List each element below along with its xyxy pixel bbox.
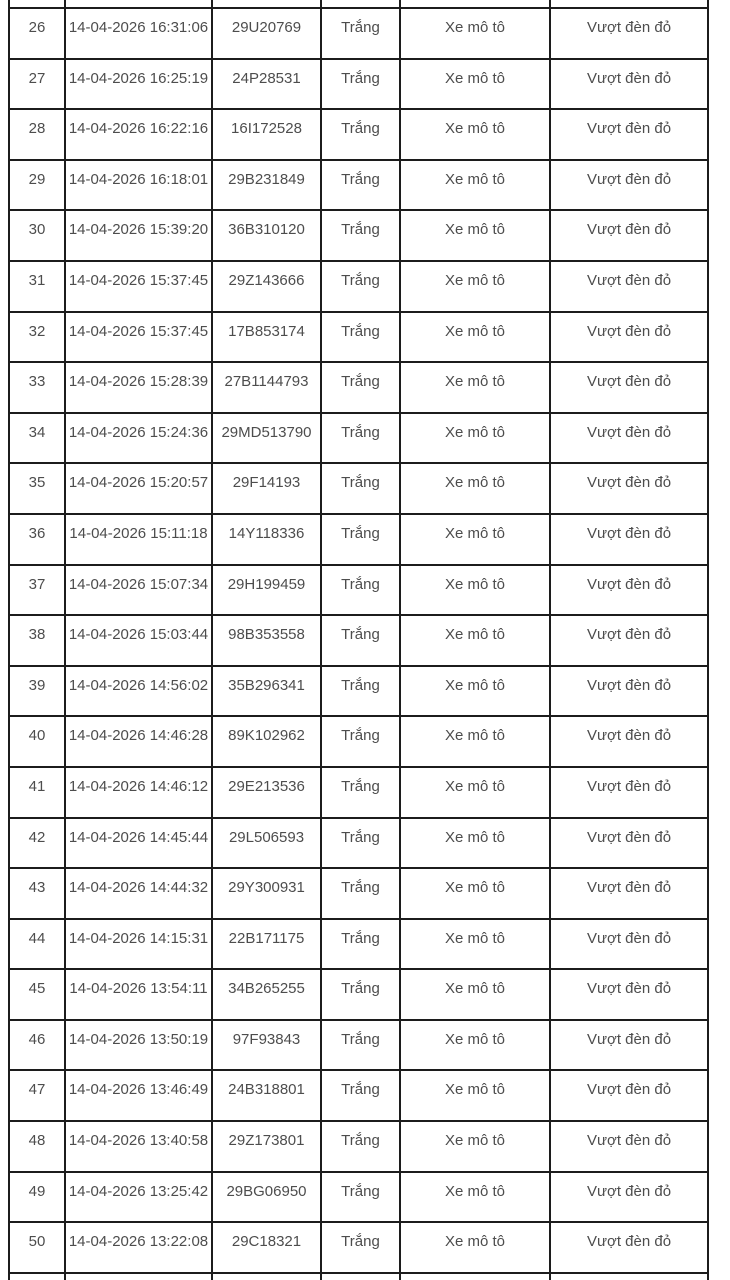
datetime-cell: 14-04-2026 13:22:08 (65, 1222, 212, 1273)
index-cell: 41 (9, 767, 65, 818)
color-cell: Trắng (321, 716, 400, 767)
datetime-cell: 14-04-2026 13:46:49 (65, 1070, 212, 1121)
color-cell: Trắng (321, 59, 400, 110)
plate-cell: 22B171175 (212, 919, 321, 970)
color-cell: Trắng (321, 514, 400, 565)
plate-cell: 29MD513790 (212, 413, 321, 464)
empty-cell (65, 1273, 212, 1280)
color-cell: Trắng (321, 261, 400, 312)
vehicle-type-cell: Xe mô tô (400, 969, 550, 1020)
vehicle-type-cell: Xe mô tô (400, 1222, 550, 1273)
table-row (9, 818, 708, 869)
table-row (9, 919, 708, 970)
table-row (9, 109, 708, 160)
plate-cell: 29U20769 (212, 8, 321, 59)
table-row (9, 615, 708, 666)
violation-cell: Vượt đèn đỏ (550, 1070, 708, 1121)
table-row (9, 261, 708, 312)
plate-cell: 29B231849 (212, 160, 321, 211)
datetime-cell: 14-04-2026 15:07:34 (65, 565, 212, 616)
table-row (9, 716, 708, 767)
vehicle-type-cell: Xe mô tô (400, 514, 550, 565)
table-row (9, 413, 708, 464)
violation-cell: Vượt đèn đỏ (550, 463, 708, 514)
violations-table (8, 0, 709, 1280)
empty-cell (400, 1273, 550, 1280)
table-row-partial-top (9, 0, 708, 8)
vehicle-type-cell: Xe mô tô (400, 1172, 550, 1223)
plate-cell: 29E213536 (212, 767, 321, 818)
empty-cell (65, 0, 212, 8)
color-cell: Trắng (321, 1172, 400, 1223)
table-row (9, 1121, 708, 1172)
violation-cell: Vượt đèn đỏ (550, 666, 708, 717)
datetime-cell: 14-04-2026 14:45:44 (65, 818, 212, 869)
vehicle-type-cell: Xe mô tô (400, 1121, 550, 1172)
datetime-cell: 14-04-2026 15:20:57 (65, 463, 212, 514)
datetime-cell: 14-04-2026 14:46:28 (65, 716, 212, 767)
index-cell: 26 (9, 8, 65, 59)
vehicle-type-cell: Xe mô tô (400, 362, 550, 413)
index-cell: 43 (9, 868, 65, 919)
vehicle-type-cell: Xe mô tô (400, 767, 550, 818)
violation-cell: Vượt đèn đỏ (550, 59, 708, 110)
violation-cell: Vượt đèn đỏ (550, 8, 708, 59)
color-cell: Trắng (321, 210, 400, 261)
table-row (9, 312, 708, 363)
plate-cell: 35B296341 (212, 666, 321, 717)
plate-cell: 29C18321 (212, 1222, 321, 1273)
vehicle-type-cell: Xe mô tô (400, 868, 550, 919)
index-cell: 35 (9, 463, 65, 514)
datetime-cell: 14-04-2026 15:11:18 (65, 514, 212, 565)
color-cell: Trắng (321, 362, 400, 413)
table-row (9, 1020, 708, 1071)
index-cell: 47 (9, 1070, 65, 1121)
index-cell: 38 (9, 615, 65, 666)
violation-cell: Vượt đèn đỏ (550, 716, 708, 767)
color-cell: Trắng (321, 1222, 400, 1273)
table-row (9, 868, 708, 919)
vehicle-type-cell: Xe mô tô (400, 1020, 550, 1071)
color-cell: Trắng (321, 666, 400, 717)
datetime-cell: 14-04-2026 14:46:12 (65, 767, 212, 818)
violation-cell: Vượt đèn đỏ (550, 1121, 708, 1172)
plate-cell: 36B310120 (212, 210, 321, 261)
vehicle-type-cell: Xe mô tô (400, 565, 550, 616)
vehicle-type-cell: Xe mô tô (400, 261, 550, 312)
datetime-cell: 14-04-2026 14:56:02 (65, 666, 212, 717)
violations-table-body (9, 0, 708, 1280)
datetime-cell: 14-04-2026 13:54:11 (65, 969, 212, 1020)
datetime-cell: 14-04-2026 16:25:19 (65, 59, 212, 110)
empty-cell (550, 0, 708, 8)
datetime-cell: 14-04-2026 14:15:31 (65, 919, 212, 970)
table-row (9, 1172, 708, 1223)
table-row (9, 210, 708, 261)
plate-cell: 14Y118336 (212, 514, 321, 565)
color-cell: Trắng (321, 615, 400, 666)
empty-cell (212, 1273, 321, 1280)
vehicle-type-cell: Xe mô tô (400, 210, 550, 261)
plate-cell: 29Z173801 (212, 1121, 321, 1172)
color-cell: Trắng (321, 1121, 400, 1172)
vehicle-type-cell: Xe mô tô (400, 109, 550, 160)
datetime-cell: 14-04-2026 16:18:01 (65, 160, 212, 211)
plate-cell: 98B353558 (212, 615, 321, 666)
color-cell: Trắng (321, 463, 400, 514)
table-row (9, 1070, 708, 1121)
vehicle-type-cell: Xe mô tô (400, 615, 550, 666)
color-cell: Trắng (321, 767, 400, 818)
datetime-cell: 14-04-2026 14:44:32 (65, 868, 212, 919)
plate-cell: 29BG06950 (212, 1172, 321, 1223)
datetime-cell: 14-04-2026 13:25:42 (65, 1172, 212, 1223)
color-cell: Trắng (321, 1020, 400, 1071)
plate-cell: 97F93843 (212, 1020, 321, 1071)
table-row (9, 969, 708, 1020)
color-cell: Trắng (321, 8, 400, 59)
plate-cell: 89K102962 (212, 716, 321, 767)
plate-cell: 24B318801 (212, 1070, 321, 1121)
vehicle-type-cell: Xe mô tô (400, 59, 550, 110)
empty-cell (212, 0, 321, 8)
index-cell: 42 (9, 818, 65, 869)
vehicle-type-cell: Xe mô tô (400, 413, 550, 464)
violation-cell: Vượt đèn đỏ (550, 1020, 708, 1071)
index-cell: 50 (9, 1222, 65, 1273)
color-cell: Trắng (321, 919, 400, 970)
table-row (9, 362, 708, 413)
violation-cell: Vượt đèn đỏ (550, 969, 708, 1020)
plate-cell: 29H199459 (212, 565, 321, 616)
color-cell: Trắng (321, 312, 400, 363)
empty-cell (321, 0, 400, 8)
violation-cell: Vượt đèn đỏ (550, 160, 708, 211)
color-cell: Trắng (321, 969, 400, 1020)
datetime-cell: 14-04-2026 15:24:36 (65, 413, 212, 464)
vehicle-type-cell: Xe mô tô (400, 1070, 550, 1121)
datetime-cell: 14-04-2026 16:22:16 (65, 109, 212, 160)
plate-cell: 29L506593 (212, 818, 321, 869)
color-cell: Trắng (321, 818, 400, 869)
violation-cell: Vượt đèn đỏ (550, 1222, 708, 1273)
violation-cell: Vượt đèn đỏ (550, 767, 708, 818)
color-cell: Trắng (321, 109, 400, 160)
vehicle-type-cell: Xe mô tô (400, 818, 550, 869)
index-cell: 37 (9, 565, 65, 616)
table-row (9, 767, 708, 818)
vehicle-type-cell: Xe mô tô (400, 312, 550, 363)
table-row (9, 666, 708, 717)
violation-cell: Vượt đèn đỏ (550, 1172, 708, 1223)
index-cell: 27 (9, 59, 65, 110)
violation-cell: Vượt đèn đỏ (550, 919, 708, 970)
index-cell: 39 (9, 666, 65, 717)
datetime-cell: 14-04-2026 15:28:39 (65, 362, 212, 413)
empty-cell (9, 0, 65, 8)
empty-cell (9, 1273, 65, 1280)
plate-cell: 27B1144793 (212, 362, 321, 413)
index-cell: 28 (9, 109, 65, 160)
color-cell: Trắng (321, 160, 400, 211)
color-cell: Trắng (321, 565, 400, 616)
index-cell: 32 (9, 312, 65, 363)
violation-cell: Vượt đèn đỏ (550, 109, 708, 160)
table-row (9, 160, 708, 211)
violation-cell: Vượt đèn đỏ (550, 413, 708, 464)
plate-cell: 29F14193 (212, 463, 321, 514)
table-row (9, 1222, 708, 1273)
datetime-cell: 14-04-2026 16:31:06 (65, 8, 212, 59)
index-cell: 40 (9, 716, 65, 767)
violation-cell: Vượt đèn đỏ (550, 868, 708, 919)
violation-cell: Vượt đèn đỏ (550, 818, 708, 869)
table-row (9, 59, 708, 110)
violation-cell: Vượt đèn đỏ (550, 514, 708, 565)
table-row (9, 8, 708, 59)
color-cell: Trắng (321, 413, 400, 464)
datetime-cell: 14-04-2026 13:40:58 (65, 1121, 212, 1172)
plate-cell: 24P28531 (212, 59, 321, 110)
vehicle-type-cell: Xe mô tô (400, 8, 550, 59)
plate-cell: 16I172528 (212, 109, 321, 160)
table-row (9, 565, 708, 616)
plate-cell: 34B265255 (212, 969, 321, 1020)
index-cell: 31 (9, 261, 65, 312)
index-cell: 49 (9, 1172, 65, 1223)
violation-cell: Vượt đèn đỏ (550, 261, 708, 312)
table-row (9, 463, 708, 514)
index-cell: 46 (9, 1020, 65, 1071)
index-cell: 36 (9, 514, 65, 565)
violation-cell: Vượt đèn đỏ (550, 312, 708, 363)
index-cell: 44 (9, 919, 65, 970)
datetime-cell: 14-04-2026 15:39:20 (65, 210, 212, 261)
datetime-cell: 14-04-2026 15:03:44 (65, 615, 212, 666)
datetime-cell: 14-04-2026 13:50:19 (65, 1020, 212, 1071)
empty-cell (321, 1273, 400, 1280)
plate-cell: 17B853174 (212, 312, 321, 363)
vehicle-type-cell: Xe mô tô (400, 160, 550, 211)
index-cell: 29 (9, 160, 65, 211)
vehicle-type-cell: Xe mô tô (400, 463, 550, 514)
datetime-cell: 14-04-2026 15:37:45 (65, 261, 212, 312)
table-row (9, 514, 708, 565)
violation-cell: Vượt đèn đỏ (550, 615, 708, 666)
datetime-cell: 14-04-2026 15:37:45 (65, 312, 212, 363)
index-cell: 33 (9, 362, 65, 413)
index-cell: 45 (9, 969, 65, 1020)
color-cell: Trắng (321, 1070, 400, 1121)
plate-cell: 29Z143666 (212, 261, 321, 312)
vehicle-type-cell: Xe mô tô (400, 716, 550, 767)
violation-cell: Vượt đèn đỏ (550, 565, 708, 616)
index-cell: 34 (9, 413, 65, 464)
index-cell: 48 (9, 1121, 65, 1172)
index-cell: 30 (9, 210, 65, 261)
vehicle-type-cell: Xe mô tô (400, 666, 550, 717)
plate-cell: 29Y300931 (212, 868, 321, 919)
vehicle-type-cell: Xe mô tô (400, 919, 550, 970)
color-cell: Trắng (321, 868, 400, 919)
empty-cell (550, 1273, 708, 1280)
violation-cell: Vượt đèn đỏ (550, 210, 708, 261)
empty-cell (400, 0, 550, 8)
table-row-partial-bottom (9, 1273, 708, 1280)
violation-cell: Vượt đèn đỏ (550, 362, 708, 413)
